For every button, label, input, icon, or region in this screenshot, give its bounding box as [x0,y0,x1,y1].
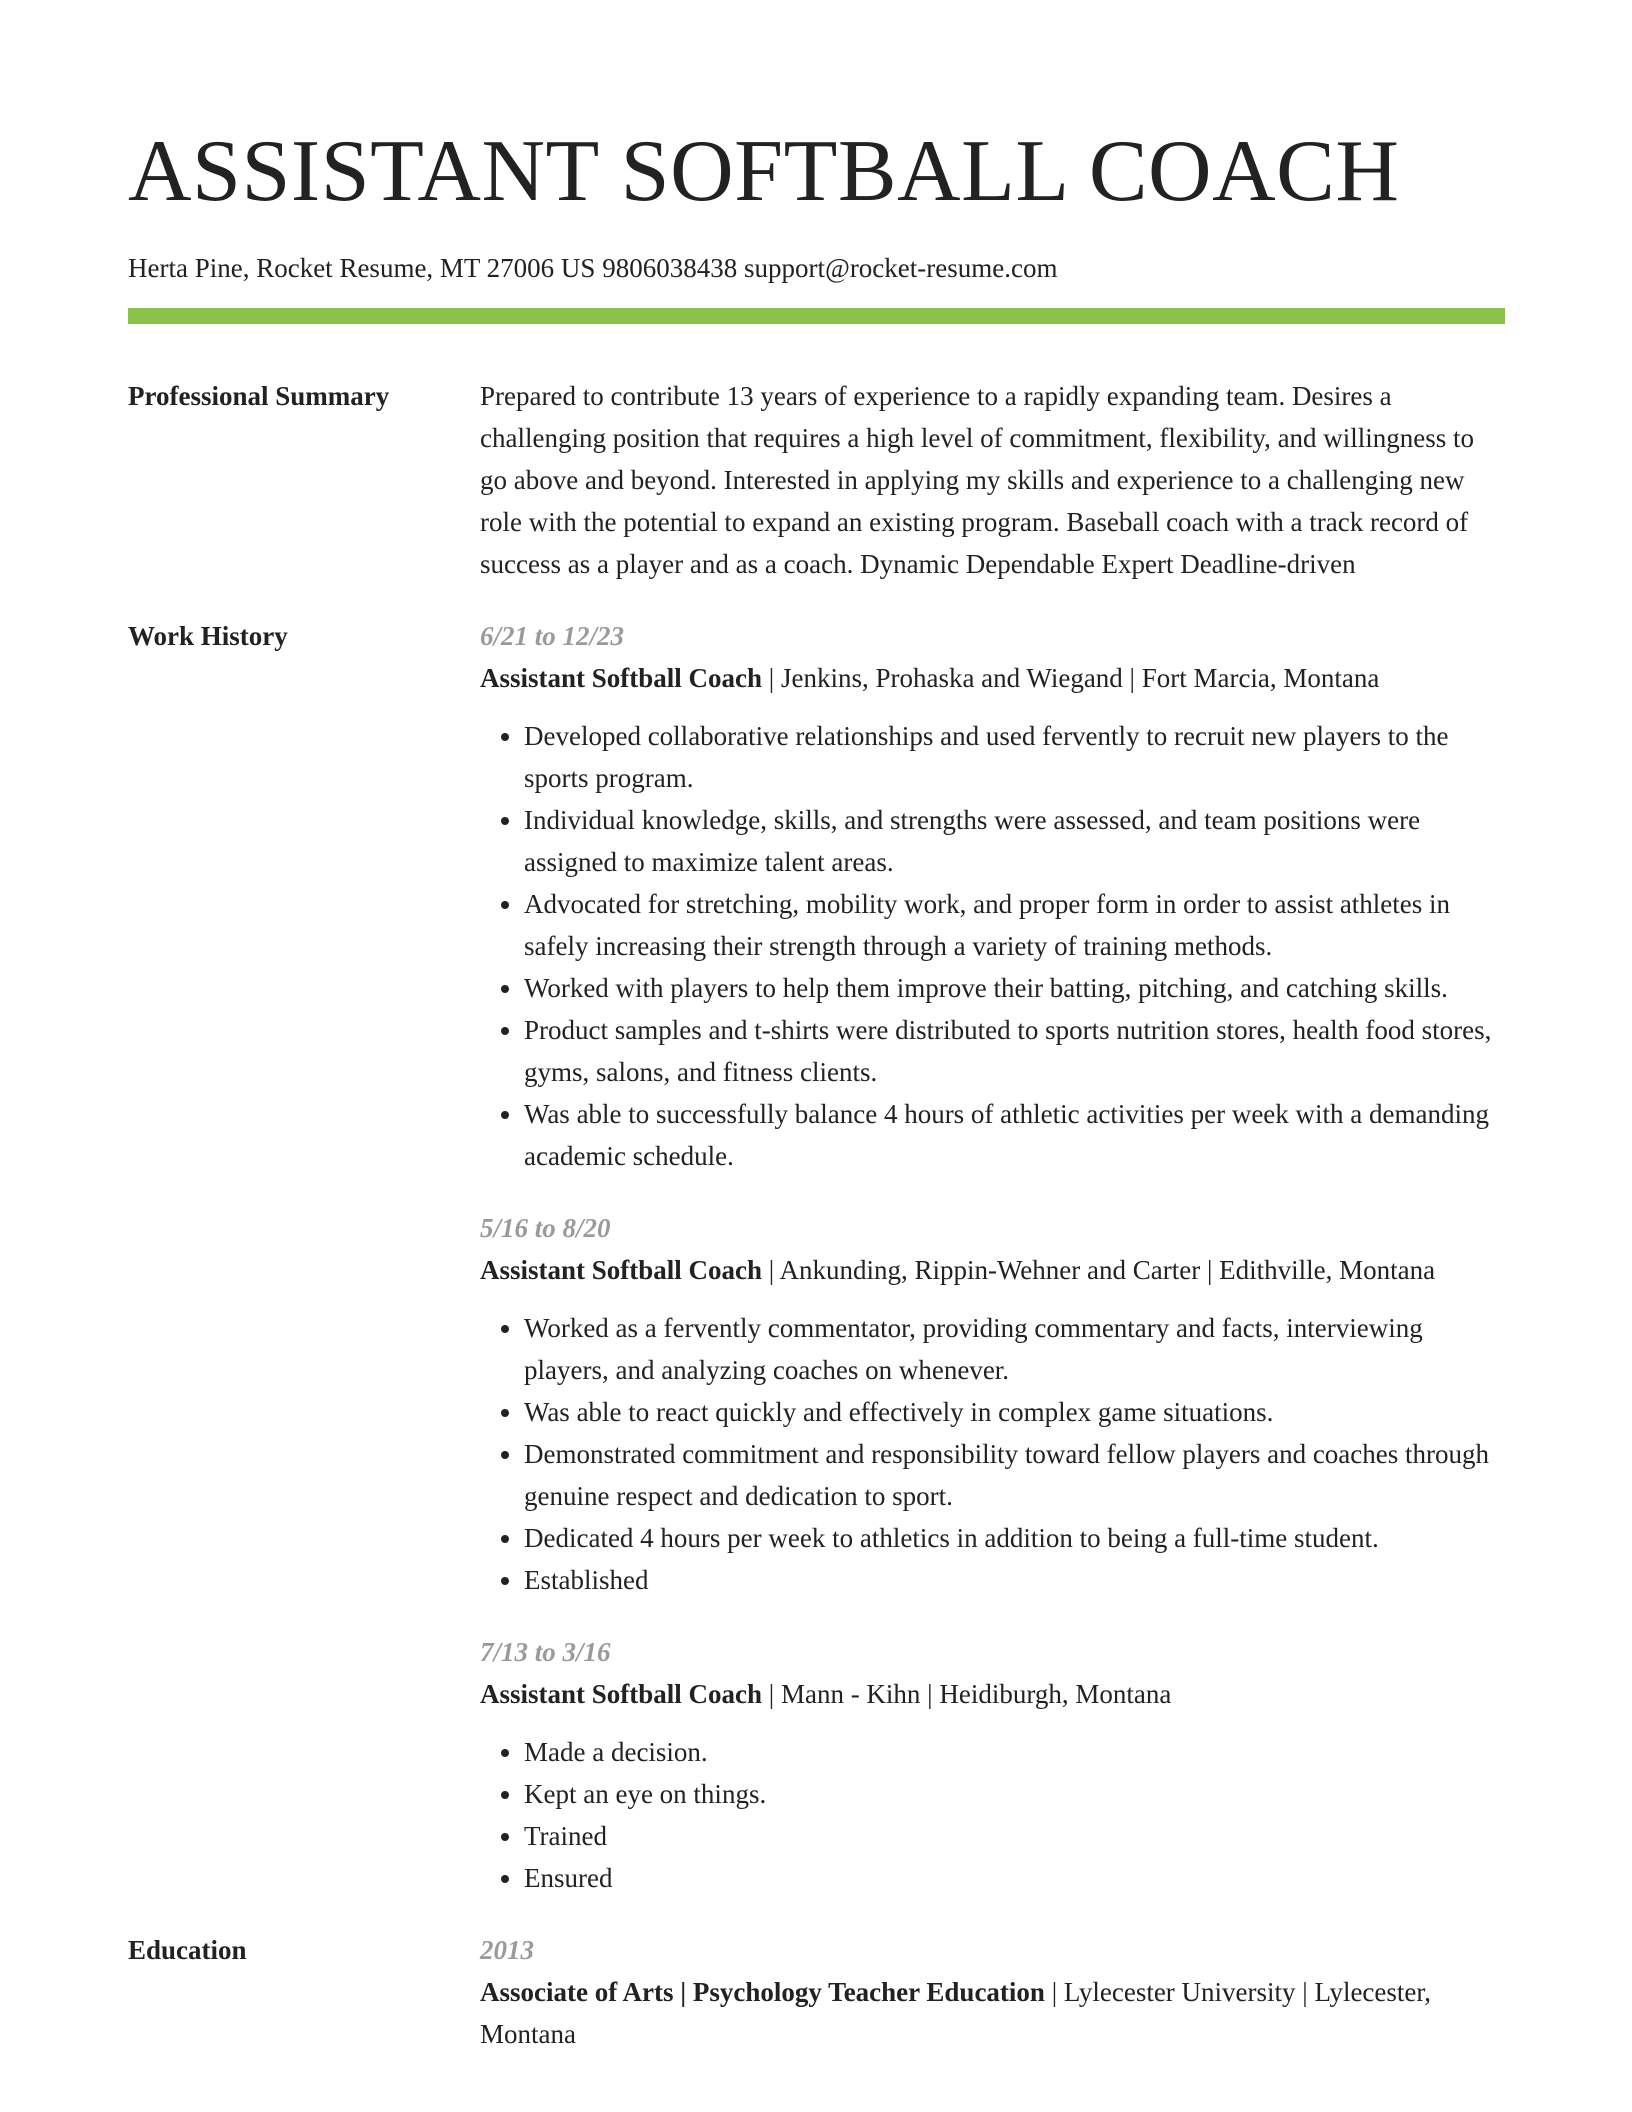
list-item: • Was able to react quickly and effectively in complex game situations. [524,1391,1505,1433]
section-education [128,1929,1505,2055]
section-label-work: Work History [128,621,288,651]
list-item: • Made a decision. [524,1731,1505,1773]
job-entry [480,615,1505,1177]
resume-page [128,0,1505,2055]
education-entry [480,1929,1505,2055]
list-item: • Kept an eye on things. [524,1773,1505,1815]
summary-text: Prepared to contribute 13 years of experience to a rapidly expanding team. Desires a challenging position that requires a high level of commitment, flexibility, and willingness to go above and beyond. Interested in applying my skills and experience to a challenging new role with the potential to expand an existing program. Baseball coach with a track record of success as a player and as a coach. Dynamic Dependable Expert Deadline-driven [480,381,1475,579]
job-details: | Ankunding, Rippin-Wehner and Carter | Edithville, Montana [762,1255,1436,1285]
job-date: 6/21 to 12/23 [480,621,625,651]
education-degree: Associate of Arts | Psychology Teacher Education [480,1977,1045,2007]
job-entry [480,1207,1505,1601]
section-professional-summary [128,375,1505,585]
education-heading [480,1971,1505,2055]
list-item: • Established [524,1559,1505,1601]
education-date: 2013 [480,1935,534,1965]
list-item: • Demonstrated commitment and responsibility toward fellow players and coaches through genuine respect and dedication to sport. [524,1433,1505,1517]
contact-line: Herta Pine, Rocket Resume, MT 27006 US 9806038438 support@rocket-resume.com [128,253,1058,283]
job-bullets [480,1307,1505,1601]
list-item: • Worked with players to help them improve their batting, pitching, and catching skills. [524,967,1505,1009]
job-date: 7/13 to 3/16 [480,1637,611,1667]
job-heading [480,657,1505,699]
list-item: • Developed collaborative relationships and used fervently to recruit new players to the sports program. [524,715,1505,799]
header-divider [128,308,1505,324]
section-label-summary: Professional Summary [128,381,390,411]
list-item: • Worked as a fervently commentator, providing commentary and facts, interviewing players, and analyzing coaches on whenever. [524,1307,1505,1391]
list-item: • Dedicated 4 hours per week to athletics in addition to being a full-time student. [524,1517,1505,1559]
job-details: | Mann - Kihn | Heidiburgh, Montana [762,1679,1172,1709]
list-item: • Was able to successfully balance 4 hours of athletic activities per week with a demanding academic schedule. [524,1093,1505,1177]
section-label-education: Education [128,1935,247,1965]
job-bullets [480,715,1505,1177]
list-item: • Trained [524,1815,1505,1857]
list-item: • Product samples and t-shirts were distributed to sports nutrition stores, health food stores, gyms, salons, and fitness clients. [524,1009,1505,1093]
list-item: • Individual knowledge, skills, and strengths were assessed, and team positions were assigned to maximize talent areas. [524,799,1505,883]
job-role: Assistant Softball Coach [480,1255,763,1285]
job-heading [480,1249,1505,1291]
job-role: Assistant Softball Coach [480,1679,763,1709]
education-details: | Lylecester University | Lylecester, Montana [480,1977,1432,2049]
work-history-list [480,615,1505,1899]
job-date: 5/16 to 8/20 [480,1213,611,1243]
job-details: | Jenkins, Prohaska and Wiegand | Fort Marcia, Montana [762,663,1380,693]
page-title: ASSISTANT SOFTBALL COACH [128,123,1400,220]
job-heading [480,1673,1505,1715]
section-work-history [128,615,1505,1899]
list-item: • Ensured [524,1857,1505,1899]
list-item: • Advocated for stretching, mobility work, and proper form in order to assist athletes in safely increasing their strength through a variety of training methods. [524,883,1505,967]
job-role: Assistant Softball Coach [480,663,763,693]
job-entry [480,1631,1505,1899]
job-bullets [480,1731,1505,1899]
